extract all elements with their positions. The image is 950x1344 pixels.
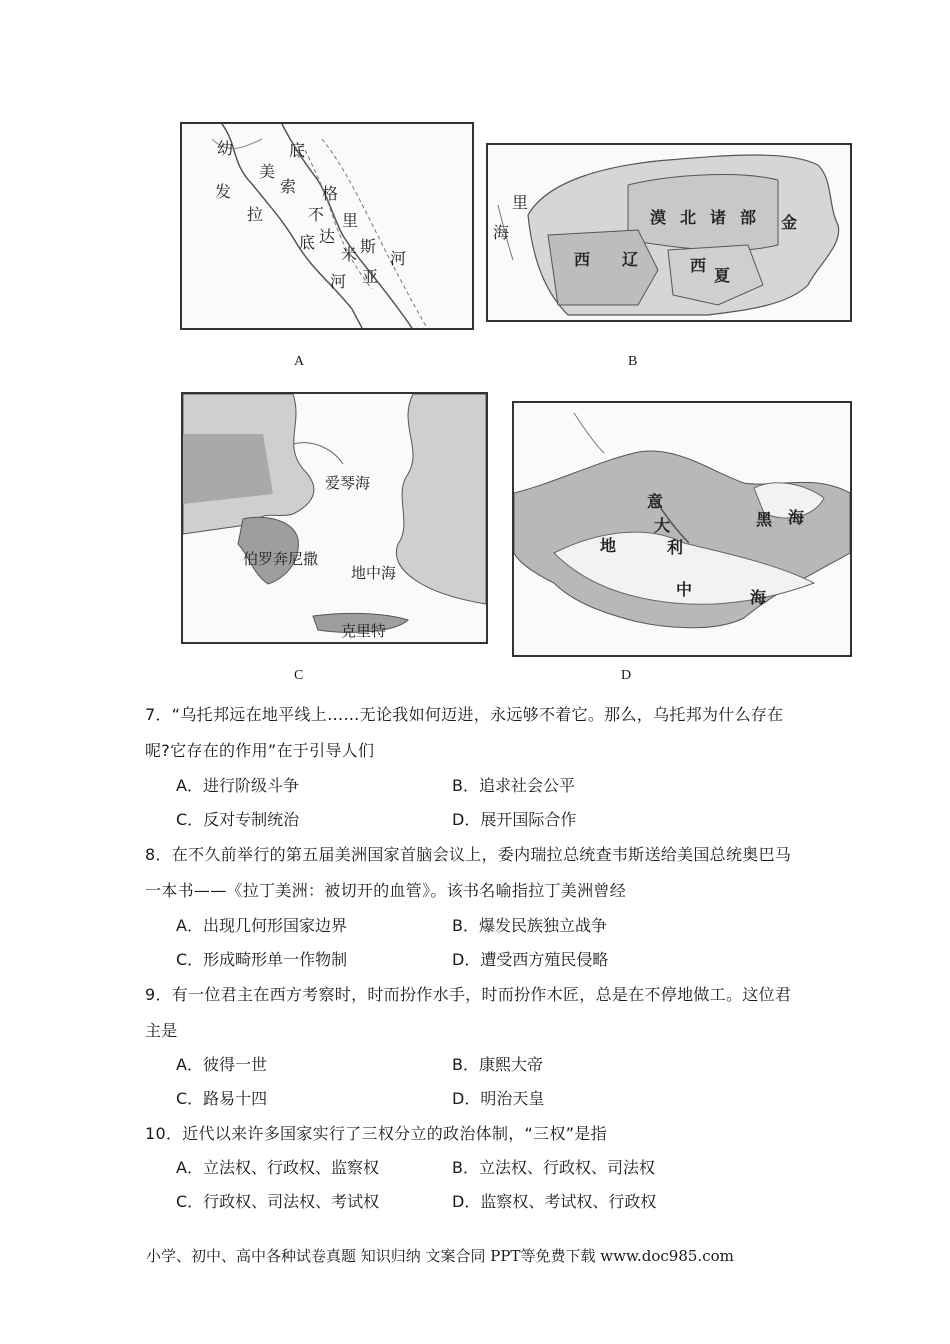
question-10-option-d: D．监察权、考试权、行政权 <box>452 1192 657 1211</box>
map-d-label: 海 <box>750 588 767 607</box>
map-b-label: 西 <box>574 250 591 269</box>
map-d-drawing <box>514 403 850 655</box>
question-9-option-c: C．路易十四 <box>176 1089 268 1108</box>
map-a-label: 斯 <box>360 237 377 256</box>
map-b-caption: B <box>628 354 638 369</box>
map-a-label: 美 <box>259 162 276 181</box>
question-8-option-c: C．形成畸形单一作物制 <box>176 950 348 969</box>
question-9-stem-line-1: 9．有一位君主在西方考察时，时而扮作水手，时而扮作木匠，总是在不停地做工。这位君 <box>145 985 792 1004</box>
map-b-song-era <box>486 143 852 322</box>
map-c-label: 伯罗奔尼撒 <box>243 550 319 568</box>
question-9-option-a: A．彼得一世 <box>176 1055 267 1074</box>
question-7-option-d: D．展开国际合作 <box>452 810 577 829</box>
map-a-label: 索 <box>280 177 297 196</box>
map-c-ancient-greece <box>181 392 488 644</box>
map-a-label: 达 <box>319 227 336 246</box>
map-b-label: 西 <box>690 256 707 275</box>
question-9-option-b: B．康熙大帝 <box>452 1055 543 1074</box>
map-b-label: 海 <box>493 223 510 242</box>
question-10-option-b: B．立法权、行政权、司法权 <box>452 1158 655 1177</box>
map-d-label: 海 <box>788 508 805 527</box>
map-d-caption: D <box>621 668 632 683</box>
map-d-label: 利 <box>667 538 684 557</box>
map-a-caption: A <box>294 354 305 369</box>
map-b-label: 辽 <box>622 250 639 269</box>
map-d-roman-empire <box>512 401 852 657</box>
map-b-label: 漠 <box>650 208 667 227</box>
question-10-option-c: C．行政权、司法权、考试权 <box>176 1192 380 1211</box>
map-a-label: 不 <box>308 205 325 224</box>
map-a-label: 底 <box>299 233 316 252</box>
map-c-label: 克里特 <box>341 622 387 640</box>
map-c-drawing <box>183 394 486 642</box>
map-a-label: 河 <box>390 249 407 268</box>
question-7-stem-line-1: 7．“乌托邦远在地平线上……无论我如何迈进，永远够不着它。那么，乌托邦为什么存在 <box>145 705 784 724</box>
map-d-label: 意 <box>647 492 664 511</box>
map-b-label: 部 <box>740 208 757 227</box>
map-a-label: 幼 <box>217 139 234 158</box>
question-8-stem-line-1: 8．在不久前举行的第五届美洲国家首脑会议上，委内瑞拉总统查韦斯送给美国总统奥巴马 <box>145 845 792 864</box>
question-8-option-d: D．遭受西方殖民侵略 <box>452 950 609 969</box>
map-d-label: 中 <box>676 580 693 599</box>
map-c-label: 地中海 <box>351 564 397 582</box>
question-8-option-b: B．爆发民族独立战争 <box>452 916 607 935</box>
question-8-stem-line-2: 一本书——《拉丁美洲：被切开的血管》。该书名喻指拉丁美洲曾经 <box>145 881 627 900</box>
map-a-mesopotamia <box>180 122 474 330</box>
question-10-option-a: A．立法权、行政权、监察权 <box>176 1158 379 1177</box>
map-b-label: 里 <box>512 193 529 212</box>
map-a-label: 拉 <box>247 205 264 224</box>
question-8-option-a: A．出现几何形国家边界 <box>176 916 347 935</box>
map-b-label: 金 <box>781 213 798 232</box>
map-a-label: 格 <box>322 184 339 203</box>
map-d-label: 黑 <box>756 510 773 529</box>
map-a-label: 米 <box>341 245 358 264</box>
map-a-label: 亚 <box>362 267 379 286</box>
map-d-label: 地 <box>600 536 617 555</box>
question-9-stem-line-2: 主是 <box>145 1021 178 1040</box>
map-a-label: 发 <box>215 182 232 201</box>
question-10-stem-line-1: 10．近代以来许多国家实行了三权分立的政治体制，“三权”是指 <box>145 1124 607 1143</box>
map-c-caption: C <box>294 668 304 683</box>
map-b-label: 北 <box>680 208 697 227</box>
map-a-label: 底 <box>289 141 306 160</box>
question-7-option-a: A．进行阶级斗争 <box>176 776 299 795</box>
question-7-option-c: C．反对专制统治 <box>176 810 300 829</box>
map-a-label: 里 <box>342 211 359 230</box>
question-7-option-b: B．追求社会公平 <box>452 776 575 795</box>
map-d-label: 大 <box>654 516 671 535</box>
question-7-stem-line-2: 呢?它存在的作用”在于引导人们 <box>145 741 375 760</box>
map-b-label: 夏 <box>714 266 731 285</box>
map-b-label: 诸 <box>710 208 727 227</box>
map-c-label: 爱琴海 <box>325 474 371 492</box>
map-a-label: 河 <box>330 272 347 291</box>
question-9-option-d: D．明治天皇 <box>452 1089 545 1108</box>
page-footer: 小学、初中、高中各种试卷真题 知识归纳 文案合同 PPT等免费下载 www.doc985.com <box>146 1247 734 1265</box>
